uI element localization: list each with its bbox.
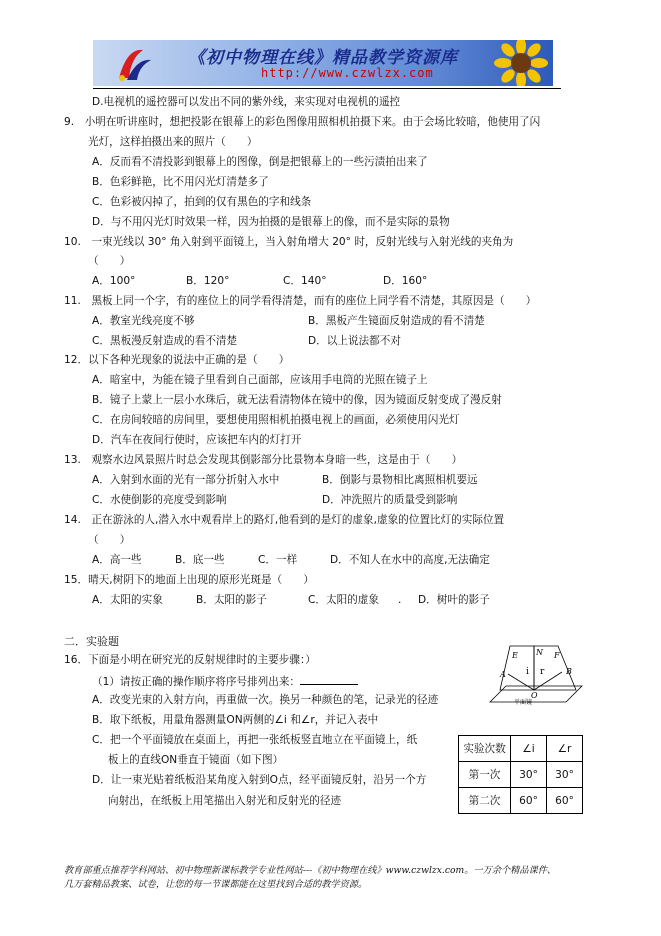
q16-answer-blank[interactable] (300, 673, 358, 685)
q11-option-c: C．黑板漫反射造成的看不清楚 (92, 335, 238, 347)
q16-step-a: A．改变光束的入射方向，再重做一次。换另一种颜色的笔，记录光的径迹 (92, 694, 439, 706)
table-row (459, 788, 583, 814)
q11-option-b: B．黑板产生镜面反射造成的看不清楚 (308, 315, 485, 327)
q8-option-d: D.电视机的遥控器可以发出不同的紫外线，来实现对电视机的遥控 (92, 96, 401, 108)
label-r: r (540, 667, 545, 677)
table-cell: 60° (547, 788, 583, 814)
table-cell: 第一次 (459, 762, 511, 788)
q15-stem: 15．晴天,树阴下的地面上出现的原形光斑是（ ） (64, 574, 314, 586)
q12-option-d: D．汽车在夜间行使时，应该把车内的灯打开 (92, 434, 302, 446)
table-header-row (459, 736, 583, 762)
banner-url[interactable]: http://www.czwlzx.com (261, 66, 434, 80)
q14-option-b: B．底一些 (175, 554, 225, 566)
q14-stem-line2: （ ） (88, 534, 131, 546)
table-cell: 30° (547, 762, 583, 788)
footer-line2: 几万套精品教案、试卷，让您的每一节课都能在这里找到合适的教学资源。 (64, 879, 368, 890)
site-logo-icon (113, 44, 153, 84)
q16-stem: 16．下面是小明在研究光的反射规律时的主要步骤：） (64, 654, 316, 666)
table-cell: 60° (511, 788, 547, 814)
q15-option-c: C．太阳的虚象 (308, 594, 379, 606)
q16-step-d-line2: 向射出，在纸板上用笔描出入射光和反射光的径迹 (108, 795, 342, 807)
q13-stem: 13. 观察水边风景照片时总会发现其倒影部分比景物本身暗一些，这是由于（ ） (64, 454, 463, 466)
q16-sub1 (92, 673, 358, 689)
q12-option-b: B．镜子上蒙上一层小水珠后，就无法看清物体在镜中的像，因为镜面反射变成了漫反射 (92, 394, 502, 406)
q14-option-a: A．高一些 (92, 554, 142, 566)
q14-stem-line1: 14. 正在游泳的人,潜入水中观看岸上的路灯,他看到的是灯的虚象,虚象的位置比灯的实际位置 (64, 514, 505, 526)
q11-option-a: A．教室光线亮度不够 (92, 315, 195, 327)
q13-option-a: A．入射到水面的光有一部分折射入水中 (92, 474, 280, 486)
q9-option-b: B．色彩鲜艳，比不用闪光灯清楚多了 (92, 176, 269, 188)
q9-option-a: A．反而看不清投影到银幕上的图像，倒是把银幕上的一些污渍拍出来了 (92, 156, 428, 168)
label-f: F (554, 651, 560, 660)
label-i: i (526, 667, 529, 677)
banner-title: 《初中物理在线》精品教学资源库 (188, 48, 458, 68)
q15-separator-dot: . (398, 594, 402, 606)
sunflower-icon (491, 40, 551, 86)
q10-option-a: A．100° (92, 275, 136, 287)
table-cell: 30° (511, 762, 547, 788)
header-rule (93, 88, 561, 89)
q10-stem-line1: 10. 一束光线以 30° 角入射到平面镜上，当入射角增大 20° 时，反射光线与入射光线的夹角为 (64, 236, 514, 248)
q11-option-d: D．以上说法都不对 (308, 335, 401, 347)
q16-step-c-line1: C．把一个平面镜放在桌面上，再把一张纸板竖直地立在平面镜上，纸 (92, 734, 418, 746)
q10-option-d: D．160° (383, 275, 428, 287)
q15-option-b: B．太阳的影子 (196, 594, 267, 606)
q14-option-c: C．一样 (258, 554, 298, 566)
q16-step-b: B．取下纸板，用量角器测量ON两侧的∠i 和∠r，并记入表中 (92, 714, 379, 726)
q15-option-a: A．太阳的实象 (92, 594, 163, 606)
q16-step-d-line1: D．让一束光贴着纸板沿某角度入射到O点，经平面镜反射，沿另一个方 (92, 774, 427, 786)
q10-option-b: B．120° (186, 275, 230, 287)
q16-step-c-line2: 板上的直线ON垂直于镜面（如下图） (108, 754, 284, 766)
page-footer (64, 864, 584, 892)
q13-option-d: D．冲洗照片的质量受到影响 (322, 494, 458, 506)
label-mirror: 平面镜 (514, 699, 533, 706)
section-title-experiment: 二．实验题 (64, 635, 119, 648)
table-header-cell: ∠i (511, 736, 547, 762)
q9-stem-line1: 9. 小明在听讲座时，想把投影在银幕上的彩色图像用照相机拍摄下来。由于会场比较暗，他使用了闪 (64, 116, 541, 128)
q11-stem: 11. 黑板上同一个字，有的座位上的同学看得清楚，而有的座位上同学看不清楚，其原因是（ ） (64, 295, 537, 307)
q14-option-d: D．不知人在水中的高度,无法确定 (330, 554, 490, 566)
label-o: O (531, 691, 538, 700)
q13-option-c: C．水使倒影的亮度受到影响 (92, 494, 227, 506)
table-cell: 第二次 (459, 788, 511, 814)
q12-stem: 12．以下各种光现象的说法中正确的是（ ） (64, 354, 290, 366)
q13-option-b: B．倒影与景物相比离照相机要远 (322, 474, 478, 486)
q10-stem-line2: （ ） (88, 255, 131, 267)
label-a: A (500, 670, 506, 679)
table-row (459, 762, 583, 788)
q12-option-c: C．在房间较暗的房间里，要想使用照相机拍摄电视上的画面，必须使用闪光灯 (92, 414, 460, 426)
footer-line1: 教育部重点推荐学科网站、初中物理新课标教学专业性网站---《初中物理在线》www.czwlzx.com。一万余个精品课件、 (64, 865, 557, 876)
reflection-diagram (488, 644, 584, 706)
q12-option-a: A．暗室中，为能在镜子里看到自己面部，应该用手电筒的光照在镜子上 (92, 374, 428, 386)
q9-option-c: C．色彩被闪掉了，拍到的仅有黑色的字和线条 (92, 196, 312, 208)
q9-option-d: D．与不用闪光灯时效果一样，因为拍摄的是银幕上的像，而不是实际的景物 (92, 216, 450, 228)
label-b: B (566, 667, 572, 676)
table-header-cell: ∠r (547, 736, 583, 762)
experiment-table (458, 735, 583, 814)
q10-option-c: C．140° (283, 275, 327, 287)
reflected-ray (534, 672, 562, 690)
label-n: N (536, 648, 543, 657)
q9-stem-line2: 光灯，这样拍摄出来的照片（ ） (88, 136, 258, 148)
table-header-cell: 实验次数 (459, 736, 511, 762)
header-banner (93, 40, 553, 86)
q16-sub1-text: （1）请按正确的操作顺序将序号排列出来： (92, 676, 301, 688)
incident-ray (508, 674, 534, 690)
label-e: E (512, 651, 518, 660)
q15-option-d: D．树叶的影子 (418, 594, 490, 606)
